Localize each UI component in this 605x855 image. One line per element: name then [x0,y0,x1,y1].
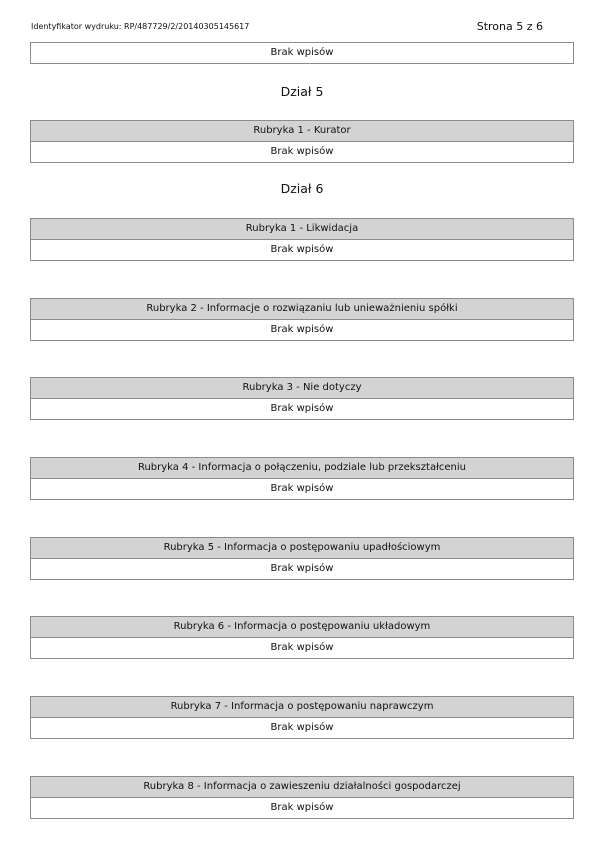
rubric-title: Rubryka 3 - Nie dotyczy [31,378,573,399]
rubric-box [30,377,574,420]
rubric-value: Brak wpisów [270,244,334,255]
rubric-title: Rubryka 5 - Informacja o postępowaniu upadłościowym [31,538,573,559]
rubric-title: Rubryka 1 - Kurator [31,121,573,142]
rubric-title: Rubryka 1 - Likwidacja [31,219,573,240]
rubric-box [30,696,574,739]
rubric-box [30,120,574,163]
rubric-box [30,218,574,261]
rubric-box [30,298,574,341]
rubric-title: Rubryka 8 - Informacja o zawieszeniu działalności gospodarczej [31,777,573,798]
rubric-value: Brak wpisów [270,722,334,733]
print-identifier: Identyfikator wydruku: RP/487729/2/20140305145617 [31,22,250,31]
rubric-title: Rubryka 6 - Informacja o postępowaniu układowym [31,617,573,638]
page-number: Strona 5 z 6 [476,20,543,33]
rubric-value: Brak wpisów [270,802,334,813]
rubric-value: Brak wpisów [270,483,334,494]
top-entry-box [30,42,574,64]
rubric-title: Rubryka 4 - Informacja o połączeniu, podziale lub przekształceniu [31,458,573,479]
top-entry-value: Brak wpisów [270,47,334,58]
rubric-box [30,776,574,819]
rubric-box [30,537,574,580]
rubric-value: Brak wpisów [270,146,334,157]
section-title-5: Dział 5 [280,84,324,99]
rubric-box [30,616,574,659]
section-title-6: Dział 6 [280,181,324,196]
rubric-value: Brak wpisów [270,324,334,335]
rubric-value: Brak wpisów [270,642,334,653]
rubric-title: Rubryka 2 - Informacje o rozwiązaniu lub unieważnieniu spółki [31,299,573,320]
rubric-box [30,457,574,500]
rubric-value: Brak wpisów [270,403,334,414]
rubric-value: Brak wpisów [270,563,334,574]
rubric-title: Rubryka 7 - Informacja o postępowaniu naprawczym [31,697,573,718]
